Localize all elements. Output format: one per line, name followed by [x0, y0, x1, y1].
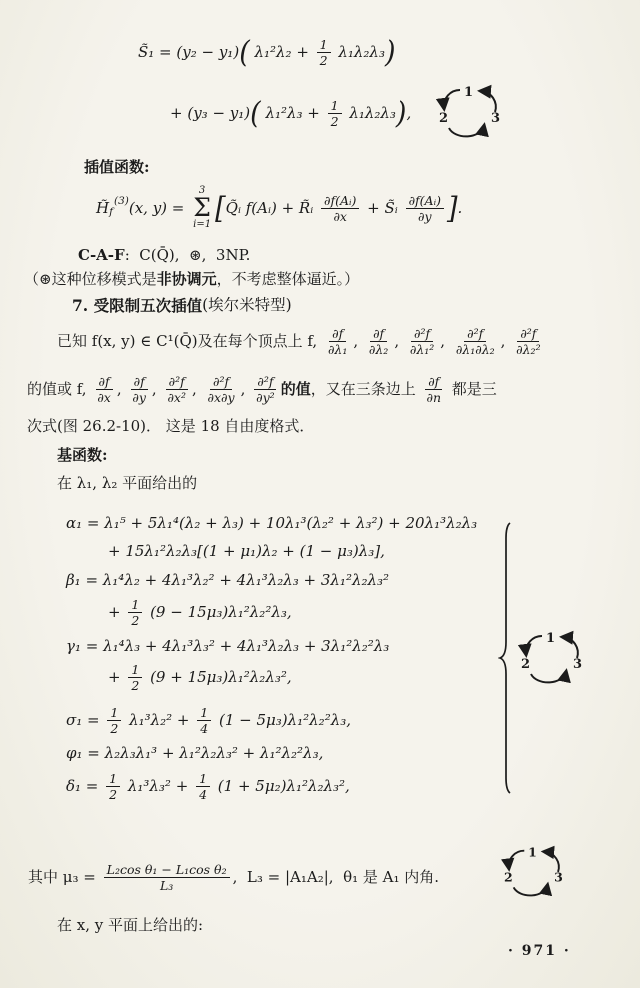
cubic-on-edges-line: 次式(图 26.2-10)． 这是 18 自由度格式． — [27, 417, 315, 435]
cycle-arrow-3-1 — [481, 91, 496, 112]
cycle-label-1: 1 — [528, 844, 537, 860]
formula-interpolation-h3: H̃ f (3) (x, y) = 3 Σ i=1 [ Q̃ᵢ f(Aᵢ) + R̃ᵢ $\frac{\text{∂f(Aᵢ)}}{\partial x}$ + S̃ᵢ $\frac{\text{∂f(Aᵢ)}}{\partial y}$ ] . — [96, 185, 463, 230]
cycle-label-2: 2 — [439, 111, 449, 126]
cyclic-permutation-diagram — [518, 628, 582, 684]
eq-alpha1-line1: α₁ = λ₁⁵ + 5λ₁⁴(λ₂ + λ₃) + 10λ₁³(λ₂² + λ₃²) + 20λ₁³λ₂λ₃ — [66, 513, 478, 532]
caf-line: C-A-F : C(Q̄), ⊛, 3NP. — [78, 246, 251, 264]
cycle-label-2: 2 — [521, 657, 531, 672]
eq-sigma1: σ₁ = $\frac{1}{2}$ λ₁³λ₂² + $\frac{1}{4}$ (1 − 5μ₃)λ₁²λ₂²λ₃, — [66, 704, 351, 736]
section-7-title: 7. 受限制五次插值 (埃尔米特型) — [72, 296, 292, 315]
cyclic-permutation-diagram — [436, 82, 500, 138]
cycle-arrow-2-3 — [531, 672, 566, 682]
cycle-arrow-1-2 — [509, 851, 525, 868]
cycle-label-1: 1 — [546, 631, 556, 646]
known-conditions-line: 已知 f(x, y) ∈ C¹(Q̄)及在每个顶点上 f, $\frac{\partial f}{\text{∂λ₁}}$ , $\frac{\partial f}{\text{∂λ₂}}$ , $\frac{\text{∂²f}}{\text{∂λ₁²}}$ , $\frac{\text{∂²f}}{\text{∂λ₁∂λ₂}}$ , $\frac{\text{∂²f}}{\text{∂λ₂²}}$ — [57, 325, 541, 357]
cycle-label-3: 3 — [491, 111, 500, 126]
page-number: · 971 · — [508, 943, 571, 959]
basis-function-heading: 基函数: — [57, 446, 108, 464]
eq-gamma1-line2: + $\frac{1}{2}$ (9 + 15μ₃)λ₁²λ₂λ₃², — [108, 661, 292, 693]
cyclic-permutation-diagram — [500, 843, 564, 897]
cycle-label-3: 3 — [573, 657, 582, 672]
eq-beta1-line2: + $\frac{1}{2}$ (9 − 15μ₃)λ₁²λ₂²λ₃, — [108, 596, 292, 628]
equation-group-brace — [498, 521, 514, 795]
cycle-label-2: 2 — [504, 869, 513, 885]
eq-gamma1-line1: γ₁ = λ₁⁴λ₃ + 4λ₁³λ₃² + 4λ₁³λ₂λ₃ + 3λ₁²λ₂²λ₃ — [66, 636, 390, 655]
eq-delta1: δ₁ = $\frac{1}{2}$ λ₁³λ₃² + $\frac{1}{4}$ (1 + 5μ₂)λ₁²λ₂λ₃², — [66, 770, 350, 802]
cycle-arrow-1-2 — [444, 90, 460, 108]
formula-s-tilde-line1: S̃₁ = (y₂ − y₁) ( λ₁²λ₂ + $\frac{1}{2}$ λ₁λ₂λ₃ ) — [138, 34, 396, 70]
cycle-arrow-1-2 — [526, 636, 542, 654]
xy-plane-line: 在 x, y 平面上给出的: — [57, 916, 204, 934]
lambda-plane-line: 在 λ₁, λ₂ 平面给出的 — [57, 474, 198, 492]
values-conditions-line: 的值或 f, $\frac{\partial f}{\partial x}$ , $\frac{\partial f}{\partial y}$ , $\frac{\text{∂²f}}{\text{∂x²}}$ , $\frac{\text{∂²f}}{\partial x\partial y}$ , $\frac{\text{∂²f}}{\text{∂y²}}$ 的值 ，又在三条边上 $\frac{\partial f}{\partial n}$ 都是三 — [27, 373, 497, 405]
cycle-label-1: 1 — [464, 85, 474, 100]
eq-alpha1-line2: + 15λ₁²λ₂λ₃[(1 + μ₁)λ₂ + (1 − μ₃)λ₃], — [108, 541, 385, 560]
interpolation-function-heading: 插值函数: — [84, 158, 150, 176]
formula-s-tilde-line2: + (y₃ − y₁) ( λ₁²λ₃ + $\frac{1}{2}$ λ₁λ₂λ₃ ) , — [170, 95, 412, 131]
cycle-arrow-2-3 — [514, 885, 548, 895]
mu-definition-line: 其中 μ₃ = $\frac{\text{L₂cos θ₁ − L₁cos θ₂}}{\text{L₃}}$ , L₃ = |A₁A₂|, θ₁ 是 A₁ 内角. — [28, 861, 440, 893]
eq-phi1: φ₁ = λ₂λ₃λ₁³ + λ₁²λ₂λ₃² + λ₁²λ₂²λ₃, — [66, 743, 324, 762]
cycle-arrow-2-3 — [449, 126, 484, 136]
cycle-arrow-3-1 — [563, 637, 578, 658]
nonconforming-note: （⊛这种位移模式是 非协调元 ，不考虑整体逼近。） — [24, 270, 360, 288]
cycle-label-3: 3 — [554, 869, 563, 885]
eq-beta1-line1: β₁ = λ₁⁴λ₂ + 4λ₁³λ₂² + 4λ₁³λ₂λ₃ + 3λ₁²λ₂λ₃² — [66, 570, 390, 589]
